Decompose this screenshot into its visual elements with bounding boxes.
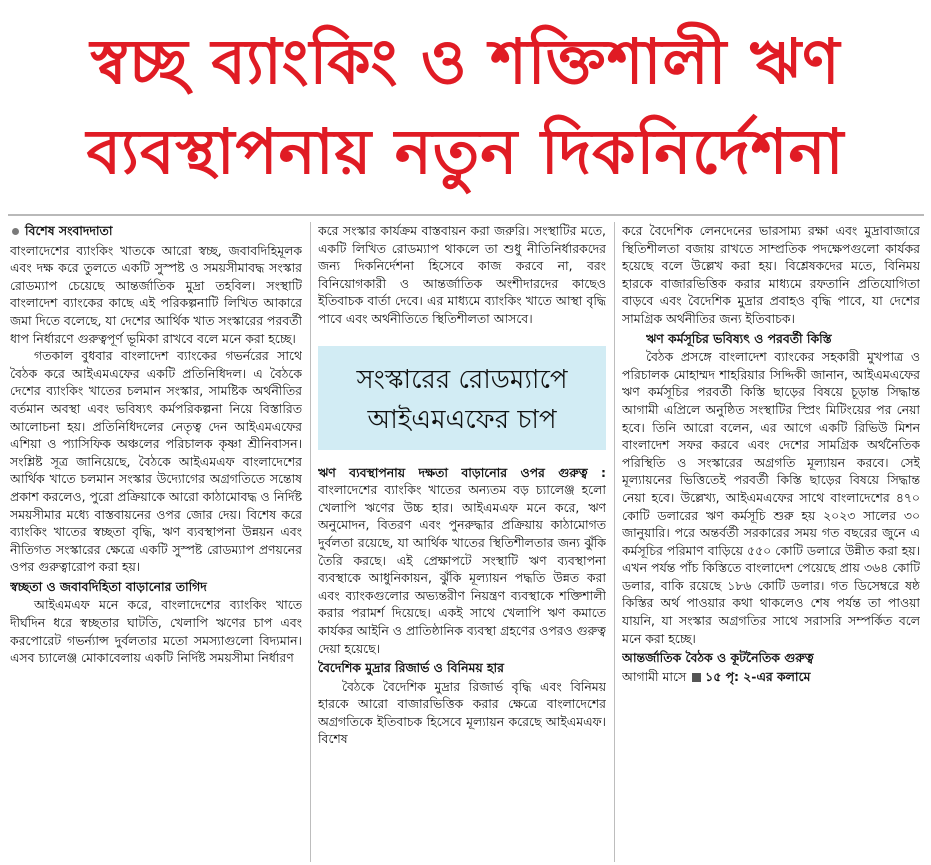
- continuation-line: [622, 668, 920, 686]
- headline: [0, 0, 931, 205]
- run-in-heading: ঋণ ব্যবস্থাপনায় দক্ষতা বাড়ানোর ওপর গুরুত্ব :: [318, 464, 606, 480]
- subheading: বৈদেশিক মুদ্রার রিজার্ভ ও বিনিময় হার: [318, 660, 504, 676]
- paragraph: আইএমএফ মনে করে, বাংলাদেশের ব্যাংকিং খাতে দীর্ঘদিন ধরে স্বচ্ছতার ঘাটতি, খেলাপি ঋণের চাপ এবং করপোরেট গভর্ন্যান্স দুর্বলতার মতো সমস্যাগুলো বিদ্যমান। এসব চ্যালেঞ্জ মোকাবেলায় একটি নির্দিষ্ট সময়সীমা নির্ধারণ: [10, 597, 302, 666]
- column-divider-1: [310, 222, 311, 862]
- paragraph: বৈঠকে বৈদেশিক মুদ্রার রিজার্ভ বৃদ্ধি এবং বিনিময় হারকে আরো বাজারভিত্তিক করার ক্ষেত্রে বাংলাদেশের অগ্রগতিকে ইতিবাচক হিসেবে মূল্যায়ন করেছে আইএমএফ। বিশেষ: [318, 678, 606, 747]
- paragraph-text: বাংলাদেশের ব্যাংকিং খাতের অন্যতম বড় চ্যালেঞ্জ হলো খেলাপি ঋণের উচ্চ হার। আইএমএফ মনে করে, ঋণ অনুমোদন, বিতরণ এবং পুনরুদ্ধার প্রক্রিয়ায় কাঠামোগত দুর্বলতা রয়েছে, যা আর্থিক খাতের স্থিতিশীলতার জন্য ঝুঁকি তৈরি করছে। এই প্রেক্ষাপটে সংস্থাটি ঋণ ব্যবস্থাপনা ব্যবস্থাকে আধুনিকায়ন, ঝুঁকি মূল্যায়ন পদ্ধতি উন্নত করা এবং ব্যাংকগুলোর অভ্যন্তরীণ নিয়ন্ত্রণ ব্যবস্থাকে শক্তিশালী করার পরামর্শ দিয়েছে। একই সাথে খেলাপি ঋণ কমাতে কার্যকর আইনি ও প্রাতিষ্ঠানিক ব্যবস্থা গ্রহণের ওপরও গুরুত্ব দেয়া হয়েছে।: [318, 482, 606, 656]
- paragraph: গতকাল বুধবার বাংলাদেশ ব্যাংকের গভর্নরের সাথে বৈঠক করে আইএমএফের একটি প্রতিনিধিদল। এ বৈঠকে দেশের ব্যাংকিং খাতের চলমান সংস্কার, সামষ্টিক অর্থনীতির বর্তমান অবস্থা এবং ভবিষ্যৎ কর্মপরিকল্পনা নিয়ে বিস্তারিত আলোচনা হয়। প্রতিনিধিদলের নেতৃত্ব দেন আইএমএফের এশিয়া ও প্যাসিফিক অঞ্চলের পরিচালক কৃষ্ণা শ্রীনিবাসন। সংশ্লিষ্ট সূত্র জানিয়েছে, বৈঠকে আইএমএফ বাংলাদেশের আর্থিক খাতে চলমান সংস্কার উদ্যোগের অগ্রগতিতে সন্তোষ প্রকাশ করলেও, পুরো প্রক্রিয়াকে আরো কাঠামোবদ্ধ ও নির্দিষ্ট সময়সীমার মধ্যে বাস্তবায়নের ওপর জোর দেয়। বিশেষ করে ব্যাংকিং খাতের স্বচ্ছতা বৃদ্ধি, ঋণ ব্যবস্থাপনা উন্নয়ন এবং নীতিগত সংস্কারের ক্ষেত্রে একটি সুস্পষ্ট রোডম্যাপ প্রণয়নের ওপর গুরুত্বারোপ করা হয়।: [10, 348, 302, 575]
- article-column-3: [622, 222, 920, 865]
- paragraph: করে সংস্কার কার্যক্রম বাস্তবায়ন করা জরুরি। সংস্থাটির মতে, একটি লিখিত রোডম্যাপ থাকলে তা শুধু নীতিনির্ধারকদের জন্য দিকনির্দেশনা হিসেবে কাজ করবে না, বরং বিনিয়োগকারী ও আন্তর্জাতিক অংশীদারদের কাছেও ইতিবাচক বার্তা দেবে। এর মাধ্যমে ব্যাংকিং খাতে আস্থা বৃদ্ধি পাবে এবং অর্থনীতিতে স্থিতিশীলতা আসবে।: [318, 223, 606, 326]
- subheading: ঋণ কর্মসূচির ভবিষ্যৎ ও পরবর্তী কিস্তি: [646, 330, 832, 346]
- subheading: স্বচ্ছতা ও জবাবদিহিতা বাড়ানোর তাগিদ: [10, 578, 207, 594]
- paragraph: বাংলাদেশের ব্যাংকিং খাতকে আরো স্বচ্ছ, জবাবদিহিমূলক এবং দক্ষ করে তুলতে একটি সুস্পষ্ট ও সময়সীমাবদ্ধ সংস্কার রোডম্যাপ চেয়েছে আন্তর্জাতিক মুদ্রা তহবিল। সংস্থাটি বাংলাদেশ ব্যাংকের কাছে এই পরিকল্পনাটি লিখিত আকারে জমা দিতে বলেছে, যা দেশের আর্থিক খাত সংস্কারের পরবর্তী ধাপ নির্ধারণে গুরুত্বপূর্ণ ভূমিকা রাখবে বলে মনে করা হচ্ছে।: [10, 242, 302, 346]
- pull-quote-line-2: আইএমএফের চাপ: [367, 404, 557, 435]
- headline-line-2: ব্যবস্থাপনায় নতুন দিকনির্দেশনা: [86, 115, 845, 188]
- article-column-1: [10, 222, 302, 865]
- pull-quote: [318, 346, 606, 450]
- continued-on-label: ১৫ পৃ: ২-এর কলামে: [705, 668, 811, 684]
- headline-line-1: স্বচ্ছ ব্যাংকিং ও শক্তিশালী ঋণ: [90, 25, 841, 98]
- pull-quote-line-1: সংস্কারের রোডম্যাপে: [356, 364, 568, 395]
- headline-rule: [8, 214, 924, 216]
- column-divider-2: [614, 222, 615, 862]
- paragraph: করে বৈদেশিক লেনদেনের ভারসাম্য রক্ষা এবং মুদ্রাবাজারে স্থিতিশীলতা বজায় রাখতে সাম্প্রতিক পদক্ষেপগুলো কার্যকর হয়েছে বলে উল্লেখ করা হয়। বিশ্লেষকদের মতে, বিনিময় হারকে বাজারভিত্তিক করার মাধ্যমে রফতানি প্রতিযোগিতা বাড়বে এবং বৈদেশিক মুদ্রার প্রবাহও বৃদ্ধি পাবে, যা দেশের সামগ্রিক অর্থনীতির জন্য ইতিবাচক।: [622, 223, 920, 326]
- square-bullet-icon: [692, 673, 701, 682]
- byline: [10, 222, 302, 240]
- paragraph: [318, 464, 606, 658]
- bullet-dot-icon: [12, 228, 19, 235]
- subheading: আন্তর্জাতিক বৈঠক ও কূটনৈতিক গুরুত্ব: [622, 650, 814, 666]
- paragraph-text: আগামী মাসে: [622, 668, 687, 684]
- article-column-2: [318, 222, 606, 865]
- paragraph: বৈঠক প্রসঙ্গে বাংলাদেশ ব্যাংকের সহকারী মুখপাত্র ও পরিচালক মোহাম্মদ শাহরিয়ার সিদ্দিকী জানান, আইএমএফের ঋণ কর্মসূচির পরবর্তী কিস্তি ছাড়ের বিষয়ে চূড়ান্ত সিদ্ধান্ত আগামী এপ্রিলে অনুষ্ঠিত সংস্থাটির স্প্রিং মিটিংয়ের পর নেয়া হবে। তিনি আরো বলেন, এর আগে একটি রিভিউ মিশন বাংলাদেশ সফর করবে এবং দেশের সামগ্রিক অর্থনৈতিক পরিস্থিতি ও সংস্কারের অগ্রগতি মূল্যায়ন করবে। সেই মূল্যায়নের ভিত্তিতেই পরবর্তী কিস্তি ছাড়ের বিষয়ে সিদ্ধান্ত নেয়া হবে। উল্লেখ্য, আইএমএফের সাথে বাংলাদেশের ৪৭০ কোটি ডলারের ঋণ কর্মসূচি শুরু হয় ২০২৩ সালের ৩০ জানুয়ারি। পরে অন্তর্বর্তী সরকারের সময় গত বছরের জুনে এ কর্মসূচির পরিমাণ বাড়িয়ে ৫৫০ কোটি ডলারে উন্নীত করা হয়। এখন পর্যন্ত পাঁচ কিস্তিতে বাংলাদেশ পেয়েছে প্রায় ৩৬৪ কোটি ডলার, বাকি রয়েছে ১৮৬ কোটি ডলার। গত ডিসেম্বরে ষষ্ঠ কিস্তির অর্থ পাওয়ার কথা থাকলেও শেষ পর্যন্ত তা পাওয়া যায়নি, যা সংস্কার অগ্রগতির সাথে সরাসরি সম্পর্কিত বলে মনে করা হচ্ছে।: [622, 349, 920, 646]
- byline-text: বিশেষ সংবাদদাতা: [25, 223, 113, 238]
